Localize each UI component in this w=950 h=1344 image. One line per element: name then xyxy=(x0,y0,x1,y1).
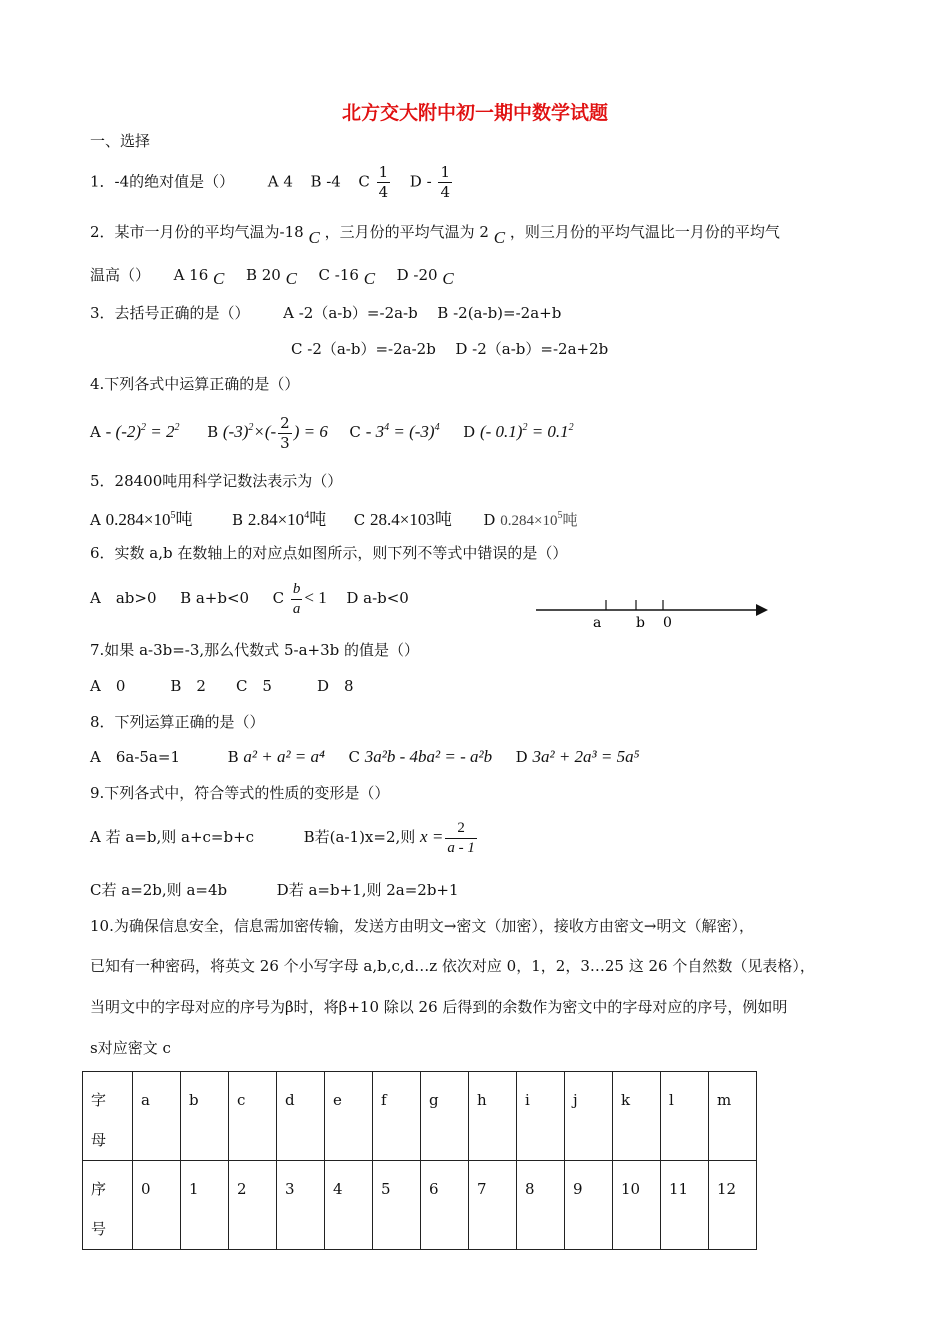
q7-options: A 0 B 2 C 5 D 8 xyxy=(90,677,354,695)
table-cell: 0 xyxy=(133,1161,181,1250)
table-cell: b xyxy=(181,1072,229,1161)
table-cell: 9 xyxy=(565,1161,613,1250)
table-cell: a xyxy=(133,1072,181,1161)
q1-option-c-fraction: $\frac{1}{4}$ xyxy=(378,163,389,201)
question-9-options-row-2 xyxy=(90,879,459,900)
q8-option-c-label: C xyxy=(348,748,360,766)
q8-option-b-expr: a² + a² = a⁴ xyxy=(243,747,325,766)
axis-label-a: a xyxy=(593,615,602,631)
axis-label-b: b xyxy=(636,615,645,631)
q7-stem: 7.如果 a-3b=-3,那么代数式 5-a+3b 的值是（） xyxy=(90,641,419,659)
q8-stem: 8．下列运算正确的是（） xyxy=(90,713,265,731)
table-cell: 3 xyxy=(277,1161,325,1250)
table-row-numbers xyxy=(83,1161,757,1250)
celsius-unit: C xyxy=(213,269,225,288)
q1-stem: 1．-4的绝对值是（） xyxy=(90,172,235,191)
axis-label-zero: 0 xyxy=(663,615,672,631)
table-cell: j xyxy=(565,1072,613,1161)
q4-option-d-label: D xyxy=(463,423,476,441)
q3-option-b: B -2(a-b)=-2a+b xyxy=(437,304,562,322)
q1-option-d-fraction: $\frac{1}{4}$ xyxy=(440,163,450,201)
table-cell: f xyxy=(373,1072,421,1161)
question-2-line-1 xyxy=(90,221,780,247)
celsius-unit: C xyxy=(285,269,297,288)
q5-stem: 5．28400吨用科学记数法表示为（） xyxy=(90,472,343,490)
table-cell: h xyxy=(469,1072,517,1161)
table-cell: c xyxy=(229,1072,277,1161)
q4-option-b-label: B xyxy=(207,423,219,441)
question-6-options xyxy=(90,578,409,619)
q4-stem: 4.下列各式中运算正确的是（） xyxy=(90,375,300,393)
q9-option-b-x: x = xyxy=(420,827,444,846)
q3-option-c: C -2（a-b）=-2a-2b xyxy=(291,340,436,358)
q4-option-a-expr: - $(-2)^2 = 2^2$ xyxy=(105,422,180,441)
page-title: 北方交大附中初一期中数学试题 xyxy=(341,102,608,124)
q9-option-c: C若 a=2b,则 a=4b xyxy=(90,881,228,899)
table-cell: k xyxy=(613,1072,661,1161)
q5-option-b-label: B xyxy=(232,511,244,529)
q1-option-c: C xyxy=(358,172,370,191)
q5-option-a-label: A xyxy=(90,511,101,529)
q6-option-c-label: C xyxy=(272,589,285,607)
table-cell: e xyxy=(325,1072,373,1161)
q6-option-c-fraction: $\frac{b}{a}$ xyxy=(292,580,301,617)
q2-text-c: ，则三月份的平均气温比一月份的平均气 xyxy=(509,223,780,241)
q2-text-a: 2．某市一月份的平均气温为-18 xyxy=(90,223,304,241)
q10-line-4: s对应密文 c xyxy=(90,1039,171,1057)
table-cell: m xyxy=(709,1072,757,1161)
q2-text-b: ，三月份的平均气温为 2 xyxy=(324,223,489,241)
section-heading: 一、选择 xyxy=(90,132,151,150)
q6-option-a: A ab>0 xyxy=(90,589,157,607)
q2-option-c: C -16 xyxy=(318,266,359,284)
q3-stem: 3．去括号正确的是（） xyxy=(90,304,250,322)
question-4-options xyxy=(90,408,574,453)
table-cell: l xyxy=(661,1072,709,1161)
question-9-options-row-1 xyxy=(90,817,479,858)
table-cell: 10 xyxy=(613,1161,661,1250)
q1-option-d: D - xyxy=(409,172,432,191)
celsius-unit: C xyxy=(363,269,376,288)
q5-option-d-value: $0.284\times 10^5$吨 xyxy=(500,510,578,529)
table-cell: 2 xyxy=(229,1161,277,1250)
table-cell: 4 xyxy=(325,1161,373,1250)
number-line-arrow xyxy=(756,604,768,616)
q5-option-b-value: $2.84\times 10^4$吨 xyxy=(247,510,327,529)
number-line-diagram xyxy=(530,595,770,635)
q1-option-a: A 4 xyxy=(267,172,293,191)
q8-option-c-expr: 3a²b - 4ba² = - a²b xyxy=(364,747,493,766)
table-cell: 6 xyxy=(421,1161,469,1250)
question-3-line-1 xyxy=(90,302,561,323)
celsius-unit: C xyxy=(308,228,320,247)
q6-stem: 6．实数 a,b 在数轴上的对应点如图所示，则下列不等式中错误的是（） xyxy=(90,544,568,562)
q10-line-2: 已知有一种密码，将英文 26 个小写字母 a,b,c,d…z 依次对应 0，1，2，3…25 这 26 个自然数（见表格）， xyxy=(90,957,815,975)
q9-stem: 9.下列各式中，符合等式的性质的变形是（） xyxy=(90,784,390,802)
q2-option-d: D -20 xyxy=(396,266,438,284)
q4-option-c-label: C xyxy=(349,423,361,441)
table-row-letters xyxy=(83,1072,757,1161)
q8-option-d-expr: 3a² + 2a³ = 5a⁵ xyxy=(532,747,640,766)
table-cell: i xyxy=(517,1072,565,1161)
q10-line-1: 10.为确保信息安全，信息需加密传输，发送方由明文→密文（加密），接收方由密文→明文（解密）， xyxy=(90,917,754,935)
q6-option-c-tail: < 1 xyxy=(304,588,327,607)
q2-option-b: B 20 xyxy=(245,266,281,284)
q2-stem-end: 温高（） xyxy=(90,266,151,284)
q5-option-c-value: 28.4×103吨 xyxy=(370,510,452,529)
q9-option-b: B若(a-1)x=2,则 xyxy=(303,828,416,846)
q6-option-d: D a-b<0 xyxy=(346,589,409,607)
q4-option-b-result: ) = 6 xyxy=(293,422,328,441)
q8-option-d-label: D xyxy=(515,748,528,766)
q4-option-b-fraction: $\frac{2}{3}$ xyxy=(280,413,290,452)
q9-option-b-fraction: $\frac{2}{a - 1}$ xyxy=(447,819,475,856)
table-cell: 字 母 xyxy=(83,1072,133,1161)
table-cell: 7 xyxy=(469,1161,517,1250)
q5-option-a-value: $0.284\times 10^5$吨 xyxy=(105,510,193,529)
q9-option-d: D若 a=b+1,则 2a=2b+1 xyxy=(276,881,459,899)
q6-option-b: B a+b<0 xyxy=(180,589,250,607)
q5-option-d-label: D xyxy=(483,511,496,529)
q1-option-b: B -4 xyxy=(310,172,341,191)
q2-option-a: A 16 xyxy=(173,266,209,284)
q4-option-a-label: A xyxy=(90,423,101,441)
table-cell: 1 xyxy=(181,1161,229,1250)
table-cell: 12 xyxy=(709,1161,757,1250)
table-cell: 5 xyxy=(373,1161,421,1250)
q3-option-d: D -2（a-b）=-2a+2b xyxy=(455,340,609,358)
celsius-unit: C xyxy=(493,228,506,247)
table-cell: d xyxy=(277,1072,325,1161)
q8-option-a: A 6a-5a=1 xyxy=(90,748,180,766)
question-1 xyxy=(90,163,454,202)
letter-code-table xyxy=(82,1071,757,1250)
question-5-options xyxy=(90,505,577,530)
question-2-line-2 xyxy=(90,264,454,288)
q3-option-a: A -2（a-b）=-2a-b xyxy=(283,304,418,322)
q8-option-b-label: B xyxy=(227,748,239,766)
table-cell: g xyxy=(421,1072,469,1161)
q4-option-b-expr: $(-3)^2\times(-$ xyxy=(222,422,277,441)
table-cell: 11 xyxy=(661,1161,709,1250)
question-8-options xyxy=(90,746,640,767)
table-cell: 8 xyxy=(517,1161,565,1250)
question-3-line-2 xyxy=(291,338,608,359)
q4-option-c-expr: - $3^4 = (-3)^4$ xyxy=(365,422,440,441)
q10-line-3: 当明文中的字母对应的序号为β时，将β+10 除以 26 后得到的余数作为密文中的字母对应的序号，例如明 xyxy=(90,998,788,1016)
q4-option-d-expr: (- $0.1)^2 = 0.1^2$ xyxy=(479,422,574,441)
q5-option-c-label: C xyxy=(353,511,366,529)
celsius-unit: C xyxy=(442,269,454,288)
q9-option-a: A 若 a=b,则 a+c=b+c xyxy=(90,828,255,846)
table-cell: 序 号 xyxy=(83,1161,133,1250)
